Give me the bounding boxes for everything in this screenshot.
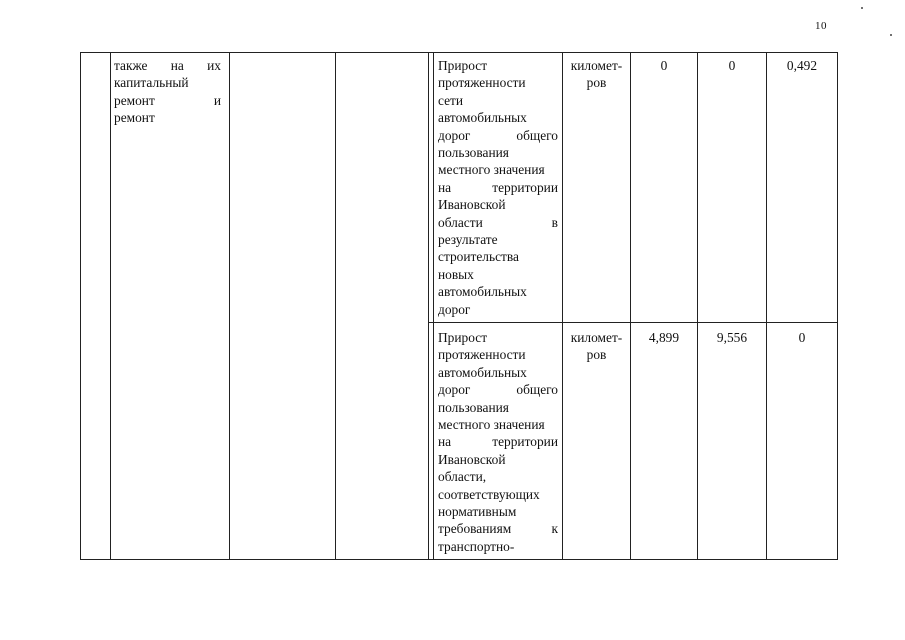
text-word: Прирост xyxy=(438,58,488,73)
text-line xyxy=(114,92,221,109)
text-word: общего xyxy=(516,127,558,143)
text-line xyxy=(438,416,558,433)
indicator-cell xyxy=(438,329,558,555)
text-word: протяженности xyxy=(438,347,526,363)
text-line xyxy=(438,538,558,555)
column-divider xyxy=(428,52,429,560)
text-word: капитальный xyxy=(114,75,189,91)
column-divider xyxy=(562,52,563,560)
text-word: территории xyxy=(492,434,558,450)
text-line: ров xyxy=(586,75,607,91)
text-line xyxy=(438,364,558,381)
text-line xyxy=(438,214,558,231)
text-word: требованиям xyxy=(438,521,512,537)
value-cell: 9,556 xyxy=(716,330,748,345)
unit-cell xyxy=(563,57,630,92)
table-right-border xyxy=(837,52,838,560)
text-line xyxy=(438,301,558,318)
text-line xyxy=(438,231,558,248)
text-word: ремонт xyxy=(114,92,155,108)
text-word: дорог xyxy=(438,301,471,317)
text-word: на xyxy=(438,179,452,195)
text-line: километ- xyxy=(570,330,623,345)
text-word: протяженности xyxy=(438,75,526,91)
row-separator xyxy=(428,322,838,323)
text-word: в xyxy=(551,214,558,230)
column-divider xyxy=(630,52,631,560)
text-word: их xyxy=(207,58,221,73)
program-description-cell xyxy=(114,57,221,127)
page-number: 10 xyxy=(815,20,827,32)
text-word: результате xyxy=(438,232,498,248)
text-word: строительства xyxy=(438,249,519,265)
text-word: Ивановской xyxy=(438,451,506,467)
text-line xyxy=(438,248,558,265)
text-line xyxy=(438,144,558,161)
column-divider xyxy=(766,52,767,560)
text-line: ров xyxy=(586,347,607,363)
text-line xyxy=(438,503,558,520)
text-word: местного значения xyxy=(438,417,545,433)
text-line xyxy=(438,399,558,416)
table-top-border xyxy=(80,52,838,53)
text-line xyxy=(438,109,558,126)
text-word: нормативным xyxy=(438,504,517,520)
text-line xyxy=(438,520,558,537)
text-word: также xyxy=(114,58,148,73)
text-line xyxy=(438,127,558,144)
text-word: общего xyxy=(516,382,558,398)
text-line xyxy=(438,451,558,468)
value-cell: 0 xyxy=(660,58,668,73)
value-cell: 0,492 xyxy=(786,58,818,73)
column-divider xyxy=(110,52,111,560)
text-line xyxy=(114,57,221,74)
text-line: километ- xyxy=(570,58,623,73)
text-line xyxy=(114,74,221,91)
text-line xyxy=(438,266,558,283)
text-word: Ивановской xyxy=(438,197,506,213)
text-word: ремонт xyxy=(114,110,155,126)
text-word: к xyxy=(551,521,558,537)
text-word: пользования xyxy=(438,399,509,415)
text-word: транспортно- xyxy=(438,538,515,554)
text-word: на xyxy=(170,58,184,73)
value-cell: 0 xyxy=(728,58,736,73)
text-word: на xyxy=(438,434,452,450)
value-cell: 0 xyxy=(798,330,806,345)
text-word: автомобильных xyxy=(438,284,527,300)
text-word: дорог xyxy=(438,382,471,398)
text-word: области xyxy=(438,214,483,230)
text-word: новых xyxy=(438,266,474,282)
text-line xyxy=(438,381,558,398)
table-left-border xyxy=(80,52,81,560)
text-line xyxy=(438,433,558,450)
text-line xyxy=(438,283,558,300)
text-word: автомобильных xyxy=(438,110,527,126)
text-word: пользования xyxy=(438,145,509,161)
text-word: территории xyxy=(492,179,558,195)
text-word: соответствующих xyxy=(438,486,540,502)
text-line xyxy=(438,468,558,485)
text-line xyxy=(438,486,558,503)
text-line xyxy=(438,346,558,363)
unit-cell xyxy=(563,329,630,364)
text-line xyxy=(438,57,558,74)
column-divider xyxy=(697,52,698,560)
text-word: сети xyxy=(438,92,464,108)
text-line xyxy=(114,109,221,126)
text-word: местного значения xyxy=(438,162,545,178)
text-word: дорог xyxy=(438,127,471,143)
indicator-cell xyxy=(438,57,558,318)
text-line xyxy=(438,74,558,91)
value-cell: 4,899 xyxy=(648,330,680,345)
text-line xyxy=(438,92,558,109)
text-word: автомобильных xyxy=(438,364,527,380)
column-divider xyxy=(229,52,230,560)
text-word: области, xyxy=(438,469,487,485)
text-line xyxy=(438,329,558,346)
text-line xyxy=(438,161,558,178)
column-divider-inner xyxy=(433,52,434,560)
table-bottom-border xyxy=(80,559,838,560)
text-line xyxy=(438,196,558,213)
text-line xyxy=(438,179,558,196)
text-word: Прирост xyxy=(438,330,488,345)
column-divider xyxy=(335,52,336,560)
text-word: и xyxy=(213,92,221,108)
